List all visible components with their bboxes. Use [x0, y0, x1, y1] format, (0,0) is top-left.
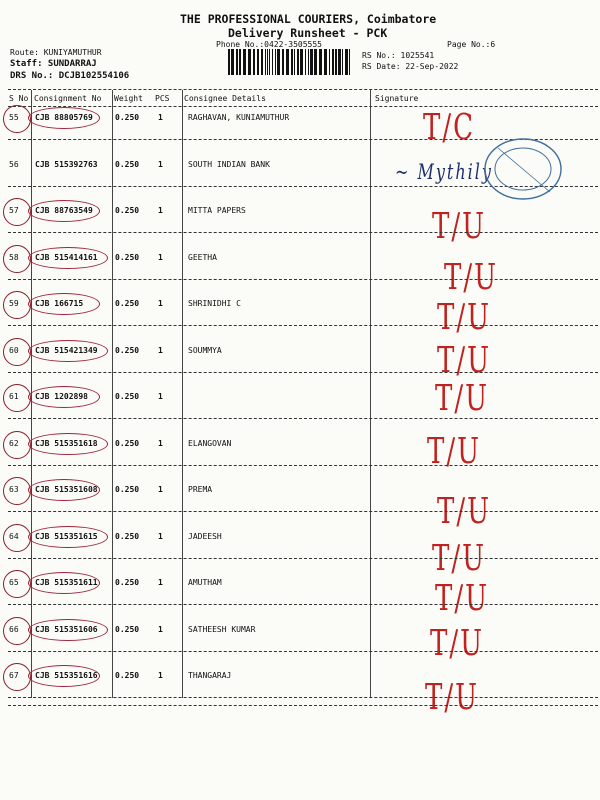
column-header: PCS	[155, 94, 170, 103]
serial-number: 57	[9, 206, 19, 215]
row-separator	[8, 418, 598, 419]
consignment-oval-mark	[28, 386, 100, 408]
barcode-bar	[277, 49, 280, 75]
barcode-bar	[282, 49, 284, 75]
barcode-bar	[261, 49, 263, 75]
serial-circle-mark	[3, 245, 31, 273]
row-separator	[8, 511, 598, 512]
consignment-number: CJB 515392763	[35, 159, 98, 169]
barcode-bar	[332, 49, 334, 75]
pieces: 1	[158, 113, 163, 122]
signature: T/U	[437, 340, 492, 381]
signature: T/U	[432, 538, 487, 579]
signature: T/C	[423, 107, 475, 149]
signature: T/U	[430, 623, 485, 664]
column-divider	[112, 90, 113, 698]
barcode	[228, 49, 353, 75]
barcode-bar	[248, 49, 251, 75]
pieces: 1	[158, 206, 163, 215]
serial-circle-mark	[3, 338, 31, 366]
row-separator	[8, 325, 598, 326]
barcode-bar	[335, 49, 337, 75]
signature: T/U	[444, 257, 499, 298]
runsheet-subtitle: Delivery Runsheet - PCK	[228, 26, 388, 40]
consignee-details: RAGHAVAN, KUNIAMUTHUR	[188, 113, 290, 122]
barcode-bar	[267, 49, 268, 75]
barcode-bar	[319, 49, 322, 75]
barcode-bar	[286, 49, 289, 75]
weight: 0.250	[115, 578, 140, 587]
staff-label: Staff: SUNDARRAJ	[10, 59, 97, 69]
column-header: Weight	[114, 94, 143, 103]
pieces: 1	[158, 671, 163, 680]
serial-circle-mark	[3, 663, 31, 691]
consignee-details: THANGARAJ	[188, 671, 232, 680]
barcode-bar	[305, 49, 306, 75]
serial-number: 67	[9, 671, 19, 680]
row-separator	[8, 232, 598, 233]
consignment-oval-mark	[28, 293, 100, 315]
weight: 0.250	[115, 299, 140, 308]
weight: 0.250	[115, 159, 140, 169]
signature: T/U	[437, 297, 492, 339]
serial-circle-mark	[3, 477, 31, 505]
consignment-oval-mark	[28, 247, 108, 269]
barcode-bar	[324, 49, 327, 75]
barcode-bar	[275, 49, 276, 75]
barcode-bar	[338, 49, 341, 75]
barcode-bar	[308, 49, 309, 75]
barcode-bar	[349, 49, 350, 75]
serial-number: 66	[9, 624, 19, 634]
serial-circle-mark	[3, 198, 31, 226]
company-title: THE PROFESSIONAL COURIERS, Coimbatore	[180, 12, 437, 26]
weight: 0.250	[115, 206, 140, 215]
consignment-oval-mark	[28, 340, 108, 362]
signature: T/U	[427, 431, 482, 472]
barcode-bar	[243, 49, 246, 75]
consignee-details: SHRINIDHI C	[188, 299, 241, 308]
consignee-details: MITTA PAPERS	[188, 206, 246, 215]
barcode-bar	[228, 49, 230, 75]
phone-number: Phone No.:0422-3505555	[216, 40, 322, 49]
column-header: Consignment No	[34, 94, 102, 103]
row-separator	[8, 465, 598, 466]
drs-number: DRS No.: DCJB102554106	[10, 71, 130, 81]
barcode-bar	[294, 49, 295, 75]
weight: 0.250	[115, 438, 140, 448]
serial-number: 61	[9, 392, 19, 401]
consignment-number: CJB 515351618	[35, 438, 98, 448]
serial-number: 64	[9, 531, 19, 541]
column-header: Signature	[375, 94, 419, 103]
consignee-details: AMUTHAM	[188, 578, 222, 587]
consignment-number: CJB 515351615	[35, 531, 98, 541]
consignment-number: CJB 88763549	[35, 206, 93, 215]
table-bottom-rule	[8, 705, 598, 706]
column-header: Consignee Details	[184, 94, 266, 103]
barcode-bar	[342, 49, 343, 75]
page-number: Page No.:6	[447, 40, 496, 49]
barcode-bar	[345, 49, 348, 75]
consignment-oval-mark	[28, 433, 108, 455]
consignment-number: CJB 515351608	[35, 485, 98, 494]
weight: 0.250	[115, 392, 140, 401]
signature: ~ Mythily	[395, 158, 493, 184]
serial-number: 58	[9, 252, 19, 262]
consignee-details: SOUTH INDIAN BANK	[188, 159, 270, 169]
barcode-bar	[297, 49, 299, 75]
barcode-bar	[310, 49, 313, 75]
serial-number: 56	[9, 159, 19, 169]
serial-number: 60	[9, 345, 19, 355]
consignee-details: ELANGOVAN	[188, 438, 232, 448]
weight: 0.250	[115, 113, 140, 122]
consignee-details: SOUMMYA	[188, 345, 222, 355]
serial-circle-mark	[3, 524, 31, 552]
consignment-number: CJB 515351611	[35, 578, 98, 587]
signature: T/U	[437, 491, 492, 533]
consignment-oval-mark	[28, 107, 100, 129]
consignment-number: CJB 515421349	[35, 345, 98, 355]
barcode-bar	[239, 49, 241, 75]
serial-circle-mark	[3, 384, 31, 412]
round-stamp	[478, 134, 568, 204]
serial-circle-mark	[3, 105, 31, 133]
consignment-number: CJB 515351606	[35, 624, 98, 634]
consignment-oval-mark	[28, 479, 100, 501]
signature: T/U	[435, 378, 490, 420]
signature: T/U	[432, 206, 487, 248]
barcode-bar	[257, 49, 259, 75]
column-divider	[370, 90, 371, 698]
consignee-details: PREMA	[188, 485, 213, 494]
weight: 0.250	[115, 531, 140, 541]
serial-circle-mark	[3, 431, 31, 459]
pieces: 1	[158, 252, 163, 262]
serial-number: 59	[9, 299, 19, 308]
pieces: 1	[158, 531, 163, 541]
pieces: 1	[158, 624, 163, 634]
consignee-details: GEETHA	[188, 252, 217, 262]
weight: 0.250	[115, 485, 140, 494]
column-divider	[182, 90, 183, 698]
rs-date: RS Date: 22-Sep-2022	[362, 62, 459, 71]
consignee-details: SATHEESH KUMAR	[188, 624, 256, 634]
row-separator	[8, 279, 598, 280]
serial-number: 63	[9, 485, 19, 494]
row-separator	[8, 697, 598, 698]
barcode-bar	[272, 49, 273, 75]
rs-number: RS No.: 1025541	[362, 51, 435, 60]
weight: 0.250	[115, 624, 140, 634]
signature: T/U	[425, 677, 480, 719]
row-separator	[8, 372, 598, 373]
barcode-bar	[291, 49, 293, 75]
route-label: Route: KUNIYAMUTHUR	[10, 48, 102, 57]
consignment-oval-mark	[28, 572, 100, 594]
consignment-number: CJB 515351616	[35, 671, 98, 680]
barcode-bar	[265, 49, 266, 75]
barcode-bar	[314, 49, 317, 75]
column-header: S No	[9, 94, 29, 103]
table-top-rule	[8, 89, 598, 90]
row-separator	[8, 604, 598, 605]
consignment-oval-mark	[28, 526, 108, 548]
consignment-number: CJB 88805769	[35, 113, 93, 122]
pieces: 1	[158, 485, 163, 494]
consignment-oval-mark	[28, 619, 108, 641]
barcode-bar	[269, 49, 270, 75]
consignment-number: CJB 1202898	[35, 392, 88, 401]
signature: T/U	[435, 578, 490, 620]
consignee-details: JADEESH	[188, 531, 222, 541]
row-separator	[8, 651, 598, 652]
barcode-bar	[329, 49, 330, 75]
pieces: 1	[158, 299, 163, 308]
serial-circle-mark	[3, 570, 31, 598]
pieces: 1	[158, 392, 163, 401]
weight: 0.250	[115, 671, 140, 680]
weight: 0.250	[115, 345, 140, 355]
pieces: 1	[158, 159, 163, 169]
serial-circle-mark	[3, 617, 31, 645]
pieces: 1	[158, 345, 163, 355]
serial-circle-mark	[3, 291, 31, 319]
consignment-number: CJB 515414161	[35, 252, 98, 262]
pieces: 1	[158, 578, 163, 587]
barcode-bar	[236, 49, 238, 75]
serial-number: 62	[9, 438, 19, 448]
serial-number: 65	[9, 578, 19, 587]
barcode-bar	[300, 49, 303, 75]
serial-number: 55	[9, 113, 19, 122]
row-separator	[8, 558, 598, 559]
barcode-bar	[253, 49, 255, 75]
weight: 0.250	[115, 252, 140, 262]
table-header-rule	[8, 106, 598, 107]
consignment-oval-mark	[28, 200, 100, 222]
barcode-bar	[231, 49, 234, 75]
consignment-number: CJB 166715	[35, 299, 84, 308]
consignment-oval-mark	[28, 665, 100, 687]
pieces: 1	[158, 438, 163, 448]
